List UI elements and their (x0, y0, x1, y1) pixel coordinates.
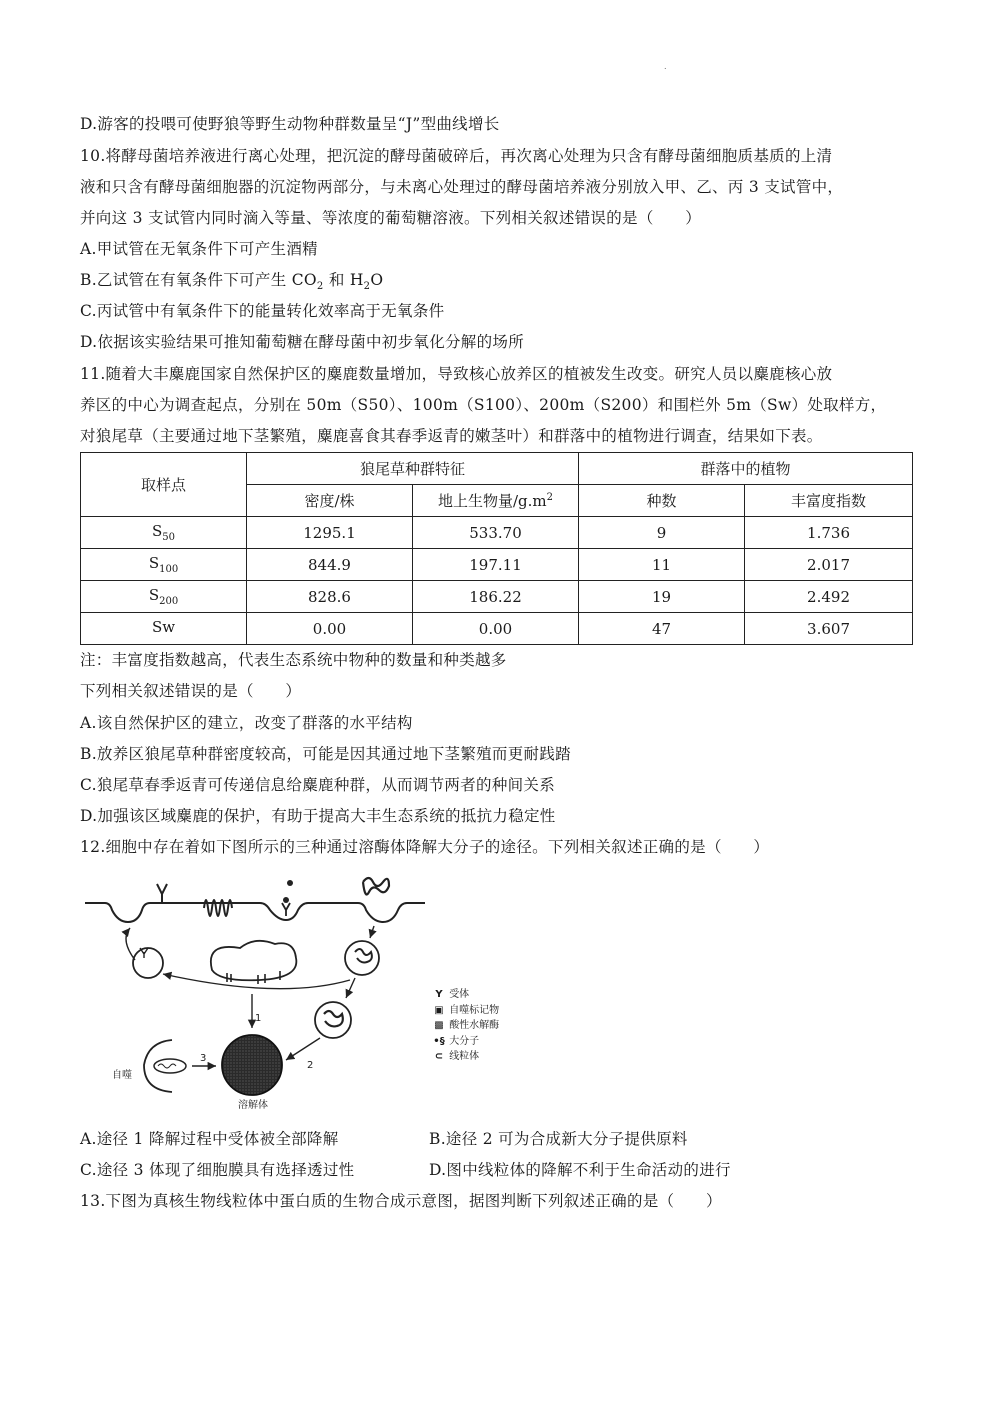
q10-option-d: D.依据该实验结果可推知葡萄糖在酵母菌中初步氧化分解的场所 (80, 333, 525, 351)
density-cell: 844.9 (247, 549, 413, 581)
pathway-3-label: 3 (200, 1053, 207, 1064)
q10-option-b: B.乙试管在有氧条件下可产生 $CO_2$ 和 $H_2O$ (80, 271, 384, 293)
richness-cell: 1.736 (745, 517, 913, 549)
macromolecule-icon: •§ (433, 1035, 445, 1047)
q10-option-a: A.甲试管在无氧条件下可产生酒精 (80, 240, 318, 258)
q9-option-d: D.游客的投喂可使野狼等野生动物种群数量呈“J”型曲线增长 (80, 115, 500, 133)
legend-item: •§ 大分子 (432, 1034, 499, 1050)
q10-stem-line2: 液和只含有酵母菌细胞器的沉淀物两部分，与未离心处理过的酵母菌培养液分别放入甲、乙、丙 3 支试管中， (80, 178, 844, 196)
biomass-cell: 186.22 (413, 581, 579, 613)
q11-option-b: B.放养区狼尾草种群密度较高，可能是因其通过地下茎繁殖而更耐践踏 (80, 745, 571, 763)
q13-stem-line1: 13.下图为真核生物线粒体中蛋白质的生物合成示意图，据图判断下列叙述正确的是（ ） (80, 1192, 722, 1210)
richness-cell: 2.492 (745, 581, 913, 613)
header-richness-index: 丰富度指数 (745, 485, 913, 517)
corner-mark: . (664, 62, 667, 71)
legend-item: Y 受体 (432, 987, 499, 1003)
biomass-cell: 533.70 (413, 517, 579, 549)
header-community-plants: 群落中的植物 (579, 453, 913, 485)
q11-option-d: D.加强该区域麋鹿的保护，有助于提高大丰生态系统的抵抗力稳定性 (80, 807, 556, 825)
legend-item: ⊂ 线粒体 (432, 1049, 499, 1065)
q10-option-c: C.丙试管中有氧条件下的能量转化效率高于无氧条件 (80, 302, 445, 320)
header-biomass: 地上生物量$/g.m^2$ (413, 485, 579, 517)
species-cell: 11 (579, 549, 745, 581)
site-cell: Sw (81, 613, 247, 645)
pathway-2-label: 2 (307, 1060, 314, 1071)
q12-option-a: A.途径 1 降解过程中受体被全部降解 (80, 1130, 339, 1148)
q11-option-c: C.狼尾草春季返青可传递信息给麋鹿种群，从而调节两者的种间关系 (80, 776, 556, 794)
mitochondrion-icon: ⊂ (434, 1051, 444, 1062)
legend-item: ▣ 自噬标记物 (432, 1003, 499, 1019)
site-cell: $S_{50}$ (81, 517, 247, 549)
site-cell: $S_{200}$ (81, 581, 247, 613)
species-cell: 19 (579, 581, 745, 613)
table-row (81, 613, 913, 645)
acid-hydrolase-icon: ▩ (434, 1020, 444, 1031)
figure-legend (432, 987, 499, 1065)
q11-table-note: 注：丰富度指数越高，代表生态系统中物种的数量和种类越多 (80, 651, 507, 669)
pathway-1-label: 1 (255, 1013, 262, 1024)
q10-stem-line3: 并向这 3 支试管内同时滴入等量、等浓度的葡萄糖溶液。下列相关叙述错误的是（ ） (80, 209, 702, 227)
q11-data-table (80, 452, 913, 645)
table-row (81, 549, 913, 581)
q12-stem-line1: 12.细胞中存在着如下图所示的三种通过溶酶体降解大分子的途径。下列相关叙述正确的是（ ） (80, 838, 770, 856)
receptor-icon: Y (435, 989, 443, 1000)
q12-option-c: C.途径 3 体现了细胞膜具有选择透过性 (80, 1161, 355, 1179)
macromolecule-icon (363, 878, 389, 894)
autophagy-marker-icon: ▣ (434, 1004, 444, 1016)
q11-stem-line2: 养区的中心为调查起点，分别在 50m（S50）、100m（S100）、200m（S200）和围栏外 5m（Sw）处取样方， (80, 396, 887, 414)
richness-cell: 3.607 (745, 613, 913, 645)
density-cell: 0.00 (247, 613, 413, 645)
site-cell: $S_{100}$ (81, 549, 247, 581)
cell-membrane (85, 903, 425, 922)
density-cell: 828.6 (247, 581, 413, 613)
richness-cell: 2.017 (745, 549, 913, 581)
species-cell: 47 (579, 613, 745, 645)
lysosome-label: 溶解体 (238, 1100, 268, 1111)
q12-option-d: D.图中线粒体的降解不利于生命活动的进行 (429, 1161, 731, 1179)
header-density: 密度/株 (247, 485, 413, 517)
header-species-count: 种数 (579, 485, 745, 517)
density-cell: 1295.1 (247, 517, 413, 549)
q10-stem-line1: 10.将酵母菌培养液进行离心处理，把沉淀的酵母菌破碎后，再次离心处理为只含有酵母菌细胞质基质的上清 (80, 147, 833, 165)
table-row (81, 517, 913, 549)
q11-question: 下列相关叙述错误的是（ ） (80, 682, 302, 700)
biomass-cell: 197.11 (413, 549, 579, 581)
legend-item: ▩ 酸性水解酶 (432, 1018, 499, 1034)
q11-option-a: A.该自然保护区的建立，改变了群落的水平结构 (80, 714, 413, 732)
q11-stem-line3: 对狼尾草（主要通过地下茎繁殖，麋鹿喜食其春季返青的嫩茎叶）和群落中的植物进行调查，结果如下表。 (80, 427, 823, 445)
q11-stem-line1: 11.随着大丰麋鹿国家自然保护区的麋鹿数量增加，导致核心放养区的植被发生改变。研究人员以麋鹿核心放 (80, 365, 833, 383)
table-row (81, 581, 913, 613)
autophagy-label: 自噬 (112, 1070, 132, 1081)
biomass-cell: 0.00 (413, 613, 579, 645)
header-site: 取样点 (81, 453, 247, 517)
header-population-traits: 狼尾草种群特征 (247, 453, 579, 485)
receptor-icon (157, 884, 167, 903)
species-cell: 9 (579, 517, 745, 549)
q12-option-b: B.途径 2 可为合成新大分子提供原料 (429, 1130, 688, 1148)
